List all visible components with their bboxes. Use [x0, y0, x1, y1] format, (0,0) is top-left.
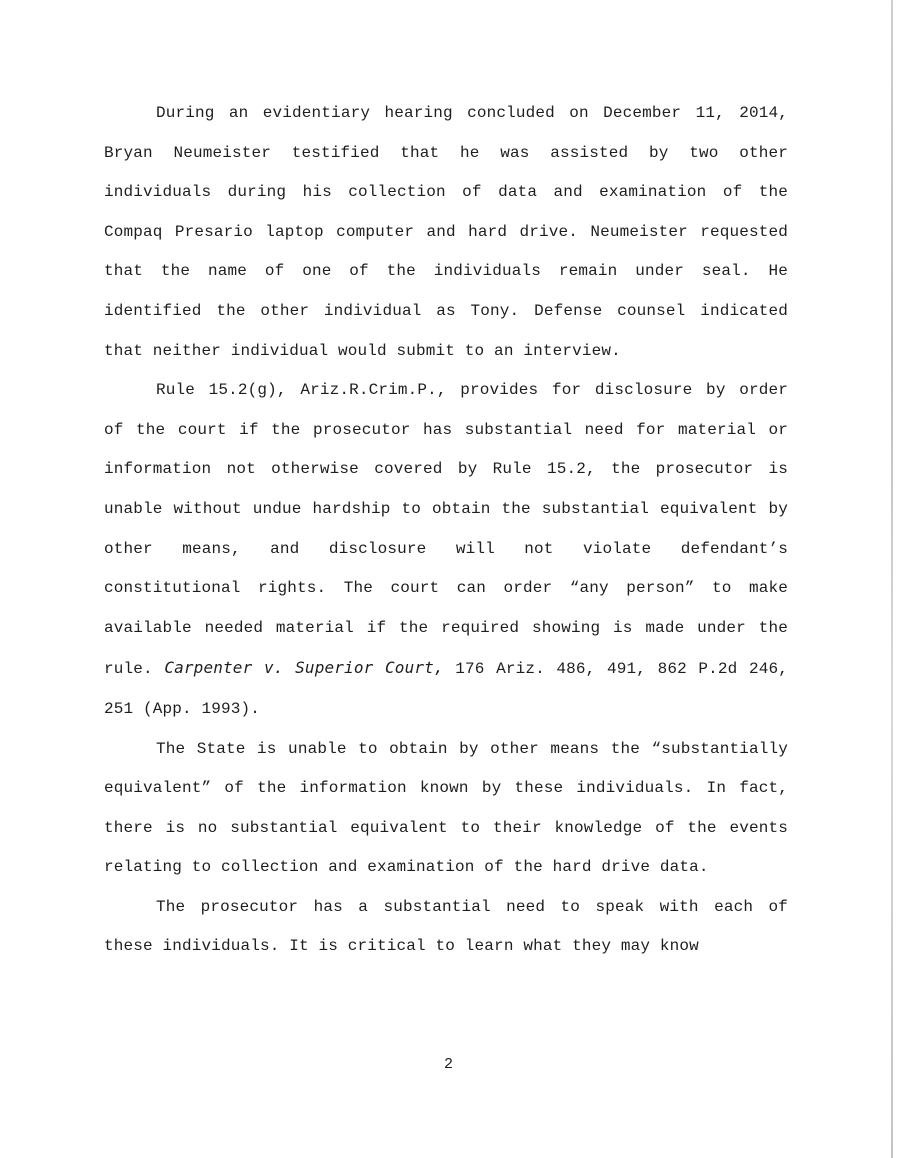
paragraph-state-unable: The State is unable to obtain by other means the “substantially equivalent” of the information known by these individuals. In fact, there is no substantial equivalent to their knowledge of the events relating to collection and examination of the hard drive data.	[104, 739, 788, 877]
case-citation-name: Carpenter v. Superior Court,	[164, 658, 444, 678]
paragraph-substantial-need: The prosecutor has a substantial need to speak with each of these individuals. It is critical to learn what they may know	[104, 897, 788, 956]
page-number: 2	[443, 1056, 453, 1073]
rule-text: Rule 15.2(g), Ariz.R.Crim.P., provides for disclosure by order of the court if the prosecutor has substantial need for material or information not otherwise covered by Rule 15.2, the prosecutor is unable without undue hardship to obtain the substantial equivalent by other means, and disclosure will not violate defendant’s constitutional rights. The court can order “any person” to make available needed material if the required showing is made under the rule.	[104, 381, 788, 679]
scan-edge-shadow	[891, 0, 893, 1158]
paragraph-rule-15-2	[104, 371, 788, 729]
paragraph-hearing-testimony: During an evidentiary hearing concluded on December 11, 2014, Bryan Neumeister testified that he was assisted by two other individuals during his collection of data and examination of the Compaq Presario laptop computer and hard drive. Neumeister requested that the name of one of the individuals remain under seal. He identified the other individual as Tony. Defense counsel indicated that neither individual would submit to an interview.	[104, 104, 788, 360]
document-body	[104, 94, 788, 967]
case-citation-reporter: 176 Ariz. 486, 491, 862 P.2d 246, 251 (App. 1993).	[104, 660, 788, 718]
